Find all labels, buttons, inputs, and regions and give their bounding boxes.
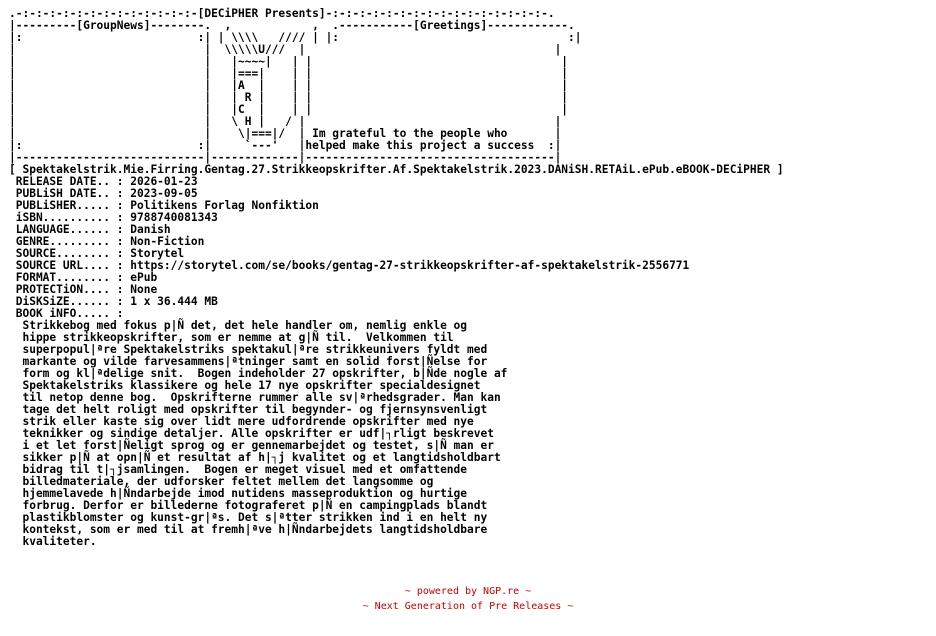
tagline: ~ Next Generation of Pre Releases ~ [362,601,574,612]
nfo-text: .-:-:-:-:-:-:-:-:-:-:-:-:-:-[DECiPHER Presents]-:-:-:-:-:-:-:-:-:-:-:-:-:-:-:-:-. |---------[GroupNews]--------. , , .-----------[Greetings]------------. |: :| | \\\\ //// | |: :| | | \\\\\U/// | | | | |~~~~| | | | | | |===| | | | | | |A | | | | | | | R | | | | | | |C | | | | | | \ H | / | | | | \|===|/ | Im grateful to the people who | |: :| `---' |helped make this project a success :| |----------------------------|-------------|-------------------------------------| [ Spektakelstrik.Mie.Firring.Gentag.27.Strikkeopskrifter.Af.Spektakelstrik.2023.DANiSH.RETAiL.ePub.eBOOK-DECiPHER ] RELEASE DATE.. : 2026-01-23 PUBLiSH DATE.. : 2023-09-05 PUBLiSHER..... : Politikens Forlag Nonfiktion iSBN.......... : 9788740081343 LANGUAGE...... : Danish GENRE......... : Non-Fiction SOURCE........ : Storytel SOURCE URL.... : https://storytel.com/se/books/gentag-27-strikkeopskrifter-af-spektakelstrik-2556771 FORMAT........ : ePub PROTECTiON.... : None DiSKSiZE...... : 1 x 36.444 MB BOOK iNFO..... : Strikkebog med fokus p|Ñ det, det hele handler om, nemlig enkle og hippe strikkeopskrifter, som er nemme at g|Ñ til. Velkommen til superpopul|ªre Spektakelstriks spektakul|ªre strikkeunivers fyldt med markante og vilde farvesammens|ªtninger samt en solid forst|Ñelse for form og kl|ªdelige snit. Bogen indeholder 27 opskrifter, b|Ñde nogle af Spektakelstriks klassikere og hele 17 nye opskrifter specialdesignet til netop denne bog. Opskrifterne rummer alle sv|ªrhedsgrader. Man kan tage det helt roligt med opskrifter til begynder- og fjernsynsvenligt strik eller kaste sig over lidt mere udfordrende opskrifter med nye teknikker og sindige detaljer. Alle opskrifter er udf|┐rligt beskrevet i et let forst|Ñeligt sprog og er gennemarbejdet og testet, s|Ñ man er sikker p|Ñ at opn|Ñ et resultat af h|┐j kvalitet og et langtidsholdbart bidrag til t|┐jsamlingen. Bogen er meget visuel med et omfattende billedmateriale, der udforsker feltet mellem det langsomme og hjemmelavede h|Ñndarbejde imod nutidens masseproduktion og hurtige forbrug. Derfor er billederne fotograferet p|Ñ en campingplads blandt plastikblomster og kunst-gr|ªs. Det s|ªtter strikken ind i en helt ny kontekst, som er med til at fremh|ªve h|Ñndarbejdets langtidsholdbare kvaliteter. [9,7,784,548]
footer [0,584,936,614]
powered-by-line: ~ powered by NGP.re ~ [404,586,532,597]
